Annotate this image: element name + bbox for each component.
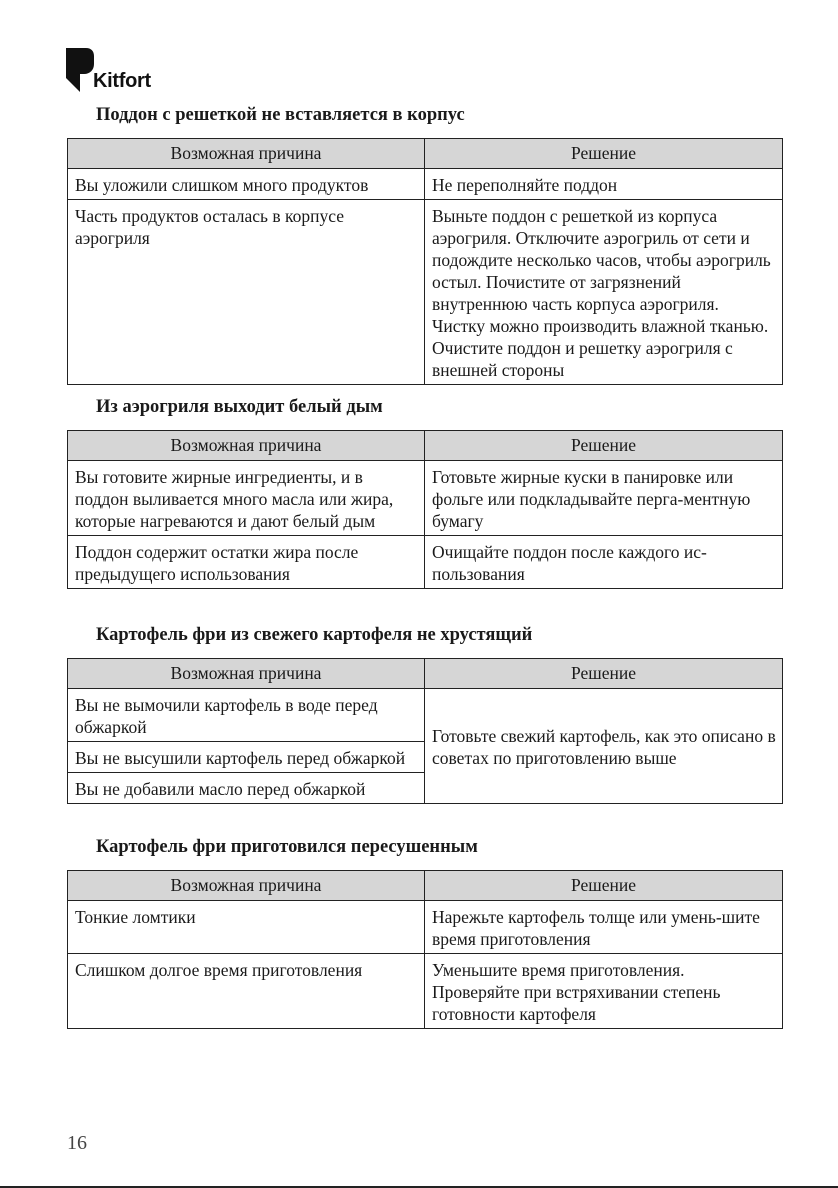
header-cause: Возможная причина xyxy=(68,139,425,169)
header-solution: Решение xyxy=(425,659,783,689)
section-tray-not-inserting xyxy=(67,104,782,385)
table-row xyxy=(68,954,783,1029)
brand-logo xyxy=(66,48,151,92)
header-solution: Решение xyxy=(425,431,783,461)
cause-cell: Часть продуктов осталась в корпусе аэрогриля xyxy=(68,200,425,385)
solution-cell: Выньте поддон с решеткой из корпуса аэрогриля. Отключите аэрогриль от сети и подождите несколько часов, чтобы аэрогриль остыл. Почистите от загрязнений внутреннюю часть корпуса аэрогриля. Чистку можно производить влажной тканью. Очистите поддон и решетку аэрогриля с внешней стороны xyxy=(425,200,783,385)
brand-name: Kitfort xyxy=(93,70,151,92)
cause-cell: Вы готовите жирные ингредиенты, и в поддон выливается много масла или жира, которые нагреваются и дают белый дым xyxy=(68,461,425,536)
table-header-row xyxy=(68,431,783,461)
cause-cell: Вы не высушили картофель перед обжаркой xyxy=(68,742,425,773)
section-white-smoke xyxy=(67,396,782,589)
troubleshooting-table xyxy=(67,658,783,804)
cause-cell: Слишком долгое время приготовления xyxy=(68,954,425,1029)
table-row xyxy=(68,689,783,742)
header-solution: Решение xyxy=(425,139,783,169)
troubleshooting-table xyxy=(67,430,783,589)
cause-cell: Вы не вымочили картофель в воде перед обжаркой xyxy=(68,689,425,742)
header-cause: Возможная причина xyxy=(68,871,425,901)
table-row xyxy=(68,461,783,536)
header-cause: Возможная причина xyxy=(68,431,425,461)
table-header-row xyxy=(68,659,783,689)
solution-cell: Готовьте жирные куски в панировке или фольге или подкладывайте перга-ментную бумагу xyxy=(425,461,783,536)
cause-cell: Тонкие ломтики xyxy=(68,901,425,954)
section-fries-overdried xyxy=(67,836,782,1029)
solution-cell: Уменьшите время приготовления. Проверяйте при встряхивании степень готовности картофеля xyxy=(425,954,783,1029)
table-row xyxy=(68,169,783,200)
section-title: Поддон с решеткой не вставляется в корпус xyxy=(96,105,465,125)
table-row xyxy=(68,536,783,589)
table-header-row xyxy=(68,871,783,901)
header-solution: Решение xyxy=(425,871,783,901)
page-number: 16 xyxy=(67,1132,87,1154)
header-cause: Возможная причина xyxy=(68,659,425,689)
solution-cell: Не переполняйте поддон xyxy=(425,169,783,200)
troubleshooting-table xyxy=(67,870,783,1029)
kitfort-logo-icon xyxy=(66,48,94,92)
troubleshooting-table xyxy=(67,138,783,385)
solution-cell: Готовьте свежий картофель, как это описано в советах по приготовлению выше xyxy=(425,689,783,804)
solution-cell: Нарежьте картофель толще или умень-шите время приготовления xyxy=(425,901,783,954)
table-row xyxy=(68,901,783,954)
section-title: Картофель фри приготовился пересушенным xyxy=(96,837,478,857)
cause-cell: Вы не добавили масло перед обжаркой xyxy=(68,773,425,804)
cause-cell: Вы уложили слишком много продуктов xyxy=(68,169,425,200)
section-fries-not-crispy xyxy=(67,624,782,804)
solution-cell: Очищайте поддон после каждого ис-пользования xyxy=(425,536,783,589)
section-title: Из аэрогриля выходит белый дым xyxy=(96,397,383,417)
table-header-row xyxy=(68,139,783,169)
cause-cell: Поддон содержит остатки жира после предыдущего использования xyxy=(68,536,425,589)
section-title: Картофель фри из свежего картофеля не хрустящий xyxy=(96,625,533,645)
table-row xyxy=(68,200,783,385)
